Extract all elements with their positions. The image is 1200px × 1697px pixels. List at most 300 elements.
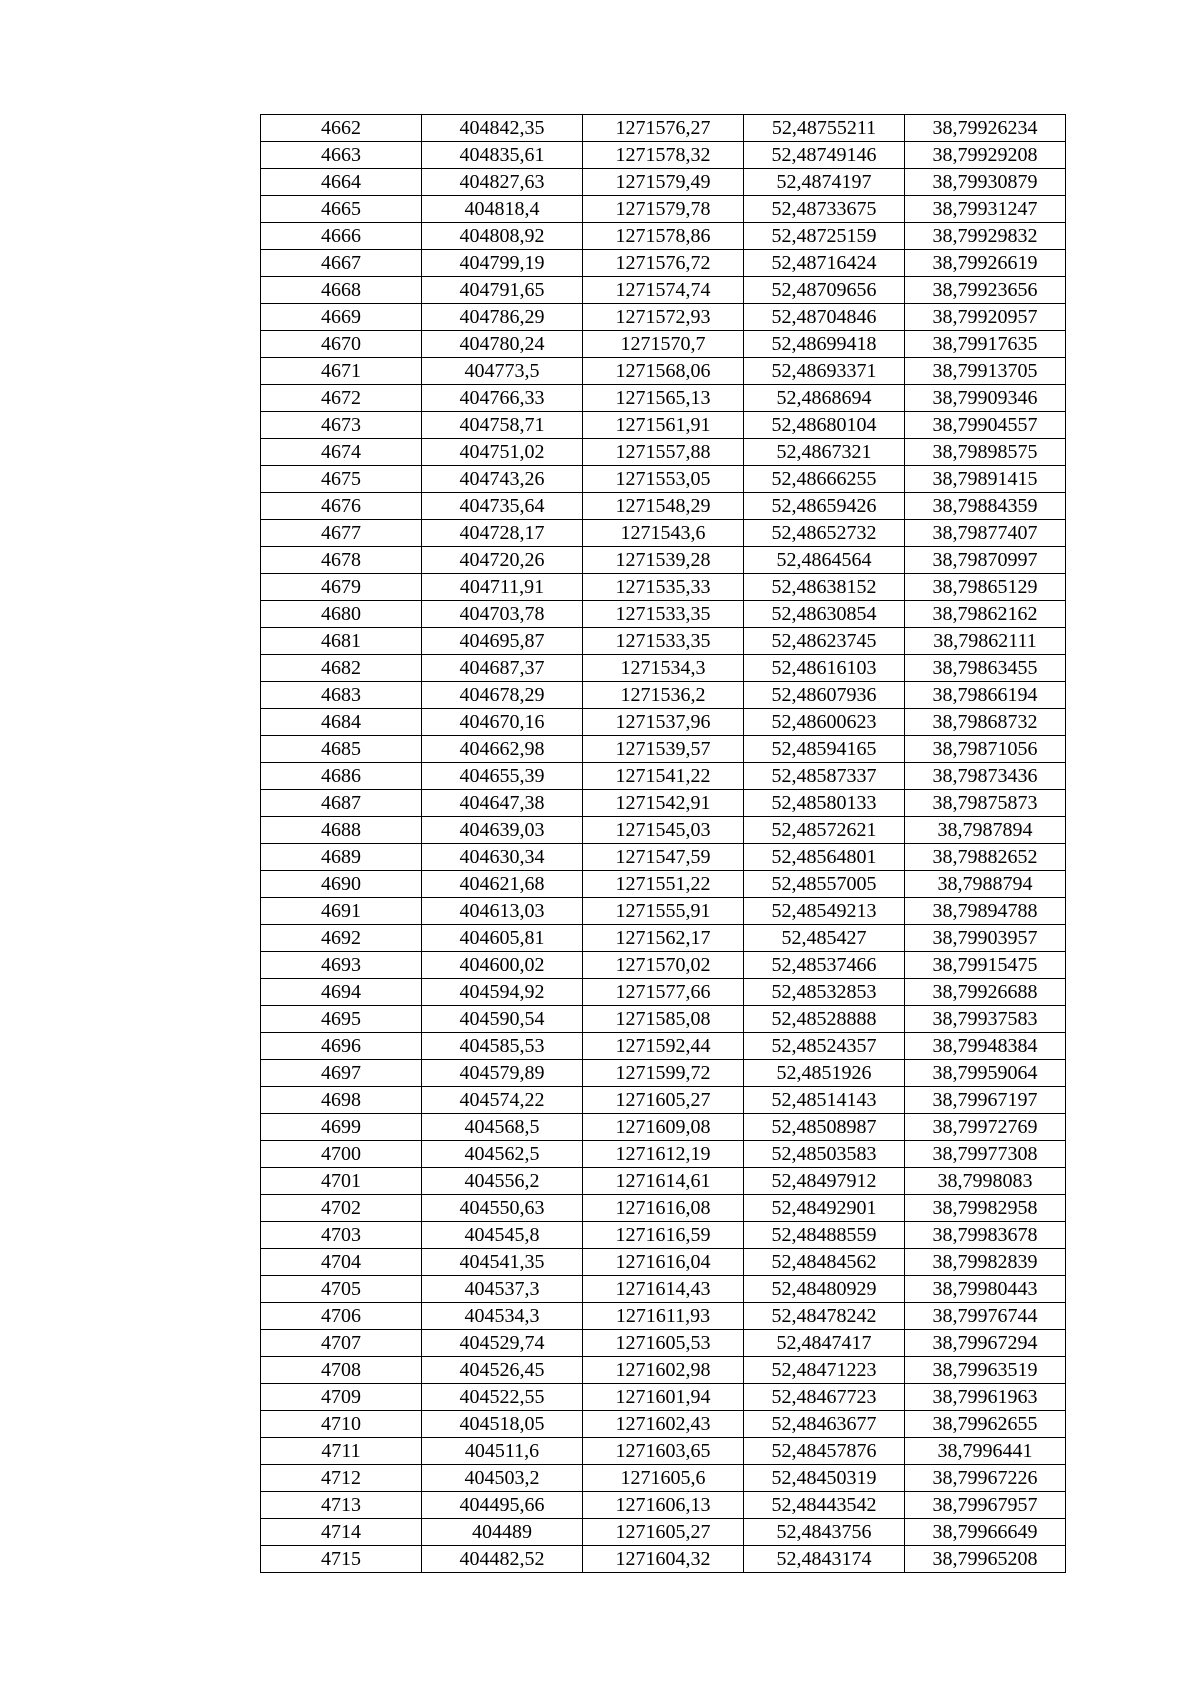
longitude-cell: 38,79926234 [905, 115, 1066, 142]
x-coordinate-cell: 404585,53 [422, 1033, 583, 1060]
table-row [261, 871, 1066, 898]
table-row [261, 358, 1066, 385]
table-row [261, 979, 1066, 1006]
y-coordinate-cell: 1271578,86 [583, 223, 744, 250]
y-coordinate-cell: 1271576,27 [583, 115, 744, 142]
table-row [261, 547, 1066, 574]
longitude-cell: 38,79898575 [905, 439, 1066, 466]
point-number-cell: 4677 [261, 520, 422, 547]
x-coordinate-cell: 404662,98 [422, 736, 583, 763]
x-coordinate-cell: 404639,03 [422, 817, 583, 844]
latitude-cell: 52,48471223 [744, 1357, 905, 1384]
longitude-cell: 38,79871056 [905, 736, 1066, 763]
y-coordinate-cell: 1271616,08 [583, 1195, 744, 1222]
latitude-cell: 52,48652732 [744, 520, 905, 547]
latitude-cell: 52,48557005 [744, 871, 905, 898]
y-coordinate-cell: 1271601,94 [583, 1384, 744, 1411]
y-coordinate-cell: 1271547,59 [583, 844, 744, 871]
latitude-cell: 52,4867321 [744, 439, 905, 466]
x-coordinate-cell: 404647,38 [422, 790, 583, 817]
longitude-cell: 38,79937583 [905, 1006, 1066, 1033]
latitude-cell: 52,48733675 [744, 196, 905, 223]
table-row [261, 1519, 1066, 1546]
latitude-cell: 52,48549213 [744, 898, 905, 925]
longitude-cell: 38,79963519 [905, 1357, 1066, 1384]
longitude-cell: 38,79980443 [905, 1276, 1066, 1303]
y-coordinate-cell: 1271537,96 [583, 709, 744, 736]
longitude-cell: 38,79983678 [905, 1222, 1066, 1249]
table-row [261, 1222, 1066, 1249]
longitude-cell: 38,79967957 [905, 1492, 1066, 1519]
y-coordinate-cell: 1271561,91 [583, 412, 744, 439]
point-number-cell: 4675 [261, 466, 422, 493]
longitude-cell: 38,79862162 [905, 601, 1066, 628]
point-number-cell: 4705 [261, 1276, 422, 1303]
longitude-cell: 38,79930879 [905, 169, 1066, 196]
point-number-cell: 4674 [261, 439, 422, 466]
x-coordinate-cell: 404556,2 [422, 1168, 583, 1195]
table-row [261, 277, 1066, 304]
y-coordinate-cell: 1271592,44 [583, 1033, 744, 1060]
y-coordinate-cell: 1271616,59 [583, 1222, 744, 1249]
latitude-cell: 52,48528888 [744, 1006, 905, 1033]
latitude-cell: 52,48450319 [744, 1465, 905, 1492]
point-number-cell: 4686 [261, 763, 422, 790]
longitude-cell: 38,79976744 [905, 1303, 1066, 1330]
y-coordinate-cell: 1271579,78 [583, 196, 744, 223]
point-number-cell: 4663 [261, 142, 422, 169]
x-coordinate-cell: 404574,22 [422, 1087, 583, 1114]
longitude-cell: 38,79891415 [905, 466, 1066, 493]
x-coordinate-cell: 404541,35 [422, 1249, 583, 1276]
table-row [261, 1006, 1066, 1033]
latitude-cell: 52,4874197 [744, 169, 905, 196]
x-coordinate-cell: 404703,78 [422, 601, 583, 628]
table-row [261, 196, 1066, 223]
table-row [261, 223, 1066, 250]
table-row [261, 142, 1066, 169]
latitude-cell: 52,4847417 [744, 1330, 905, 1357]
table-row [261, 601, 1066, 628]
longitude-cell: 38,79884359 [905, 493, 1066, 520]
table-row [261, 250, 1066, 277]
y-coordinate-cell: 1271539,28 [583, 547, 744, 574]
point-number-cell: 4668 [261, 277, 422, 304]
latitude-cell: 52,48564801 [744, 844, 905, 871]
latitude-cell: 52,48532853 [744, 979, 905, 1006]
latitude-cell: 52,4864564 [744, 547, 905, 574]
longitude-cell: 38,79965208 [905, 1546, 1066, 1573]
point-number-cell: 4706 [261, 1303, 422, 1330]
point-number-cell: 4695 [261, 1006, 422, 1033]
point-number-cell: 4711 [261, 1438, 422, 1465]
latitude-cell: 52,48587337 [744, 763, 905, 790]
table-row [261, 790, 1066, 817]
x-coordinate-cell: 404711,91 [422, 574, 583, 601]
y-coordinate-cell: 1271565,13 [583, 385, 744, 412]
x-coordinate-cell: 404568,5 [422, 1114, 583, 1141]
longitude-cell: 38,79972769 [905, 1114, 1066, 1141]
y-coordinate-cell: 1271605,27 [583, 1519, 744, 1546]
point-number-cell: 4693 [261, 952, 422, 979]
table-row [261, 1384, 1066, 1411]
longitude-cell: 38,79967197 [905, 1087, 1066, 1114]
longitude-cell: 38,7987894 [905, 817, 1066, 844]
point-number-cell: 4707 [261, 1330, 422, 1357]
table-row [261, 1195, 1066, 1222]
longitude-cell: 38,79917635 [905, 331, 1066, 358]
longitude-cell: 38,79967294 [905, 1330, 1066, 1357]
table-row [261, 304, 1066, 331]
point-number-cell: 4684 [261, 709, 422, 736]
point-number-cell: 4673 [261, 412, 422, 439]
table-row [261, 493, 1066, 520]
table-row [261, 331, 1066, 358]
table-row [261, 1141, 1066, 1168]
coordinates-table-body [261, 115, 1066, 1573]
y-coordinate-cell: 1271557,88 [583, 439, 744, 466]
table-row [261, 466, 1066, 493]
x-coordinate-cell: 404579,89 [422, 1060, 583, 1087]
table-row [261, 1033, 1066, 1060]
x-coordinate-cell: 404594,92 [422, 979, 583, 1006]
y-coordinate-cell: 1271605,53 [583, 1330, 744, 1357]
point-number-cell: 4708 [261, 1357, 422, 1384]
longitude-cell: 38,79982958 [905, 1195, 1066, 1222]
latitude-cell: 52,48467723 [744, 1384, 905, 1411]
point-number-cell: 4666 [261, 223, 422, 250]
x-coordinate-cell: 404758,71 [422, 412, 583, 439]
point-number-cell: 4678 [261, 547, 422, 574]
y-coordinate-cell: 1271605,27 [583, 1087, 744, 1114]
latitude-cell: 52,48524357 [744, 1033, 905, 1060]
x-coordinate-cell: 404522,55 [422, 1384, 583, 1411]
longitude-cell: 38,79875873 [905, 790, 1066, 817]
point-number-cell: 4690 [261, 871, 422, 898]
x-coordinate-cell: 404720,26 [422, 547, 583, 574]
longitude-cell: 38,79863455 [905, 655, 1066, 682]
longitude-cell: 38,79967226 [905, 1465, 1066, 1492]
latitude-cell: 52,48480929 [744, 1276, 905, 1303]
longitude-cell: 38,79882652 [905, 844, 1066, 871]
latitude-cell: 52,48594165 [744, 736, 905, 763]
table-row [261, 709, 1066, 736]
longitude-cell: 38,79915475 [905, 952, 1066, 979]
x-coordinate-cell: 404600,02 [422, 952, 583, 979]
latitude-cell: 52,48600623 [744, 709, 905, 736]
latitude-cell: 52,4843756 [744, 1519, 905, 1546]
longitude-cell: 38,79959064 [905, 1060, 1066, 1087]
longitude-cell: 38,79929832 [905, 223, 1066, 250]
table-row [261, 628, 1066, 655]
y-coordinate-cell: 1271616,04 [583, 1249, 744, 1276]
longitude-cell: 38,79977308 [905, 1141, 1066, 1168]
table-row [261, 1303, 1066, 1330]
y-coordinate-cell: 1271614,61 [583, 1168, 744, 1195]
x-coordinate-cell: 404751,02 [422, 439, 583, 466]
table-row [261, 925, 1066, 952]
latitude-cell: 52,48623745 [744, 628, 905, 655]
table-row [261, 412, 1066, 439]
y-coordinate-cell: 1271543,6 [583, 520, 744, 547]
x-coordinate-cell: 404655,39 [422, 763, 583, 790]
x-coordinate-cell: 404489 [422, 1519, 583, 1546]
x-coordinate-cell: 404518,05 [422, 1411, 583, 1438]
x-coordinate-cell: 404743,26 [422, 466, 583, 493]
point-number-cell: 4665 [261, 196, 422, 223]
point-number-cell: 4702 [261, 1195, 422, 1222]
point-number-cell: 4685 [261, 736, 422, 763]
x-coordinate-cell: 404766,33 [422, 385, 583, 412]
point-number-cell: 4681 [261, 628, 422, 655]
latitude-cell: 52,48755211 [744, 115, 905, 142]
longitude-cell: 38,79894788 [905, 898, 1066, 925]
table-row [261, 736, 1066, 763]
x-coordinate-cell: 404537,3 [422, 1276, 583, 1303]
point-number-cell: 4697 [261, 1060, 422, 1087]
point-number-cell: 4709 [261, 1384, 422, 1411]
x-coordinate-cell: 404799,19 [422, 250, 583, 277]
longitude-cell: 38,79929208 [905, 142, 1066, 169]
y-coordinate-cell: 1271602,43 [583, 1411, 744, 1438]
point-number-cell: 4694 [261, 979, 422, 1006]
x-coordinate-cell: 404562,5 [422, 1141, 583, 1168]
x-coordinate-cell: 404773,5 [422, 358, 583, 385]
latitude-cell: 52,48497912 [744, 1168, 905, 1195]
latitude-cell: 52,48704846 [744, 304, 905, 331]
table-row [261, 520, 1066, 547]
table-row [261, 1411, 1066, 1438]
point-number-cell: 4703 [261, 1222, 422, 1249]
latitude-cell: 52,48457876 [744, 1438, 905, 1465]
table-row [261, 1546, 1066, 1573]
y-coordinate-cell: 1271541,22 [583, 763, 744, 790]
table-row [261, 1330, 1066, 1357]
point-number-cell: 4672 [261, 385, 422, 412]
y-coordinate-cell: 1271545,03 [583, 817, 744, 844]
point-number-cell: 4696 [261, 1033, 422, 1060]
x-coordinate-cell: 404678,29 [422, 682, 583, 709]
longitude-cell: 38,79982839 [905, 1249, 1066, 1276]
y-coordinate-cell: 1271570,7 [583, 331, 744, 358]
longitude-cell: 38,79862111 [905, 628, 1066, 655]
point-number-cell: 4712 [261, 1465, 422, 1492]
x-coordinate-cell: 404687,37 [422, 655, 583, 682]
latitude-cell: 52,48716424 [744, 250, 905, 277]
x-coordinate-cell: 404835,61 [422, 142, 583, 169]
y-coordinate-cell: 1271553,05 [583, 466, 744, 493]
y-coordinate-cell: 1271548,29 [583, 493, 744, 520]
x-coordinate-cell: 404780,24 [422, 331, 583, 358]
x-coordinate-cell: 404534,3 [422, 1303, 583, 1330]
coordinates-table [260, 114, 1066, 1573]
point-number-cell: 4683 [261, 682, 422, 709]
y-coordinate-cell: 1271570,02 [583, 952, 744, 979]
x-coordinate-cell: 404791,65 [422, 277, 583, 304]
longitude-cell: 38,79923656 [905, 277, 1066, 304]
table-row [261, 1060, 1066, 1087]
latitude-cell: 52,48725159 [744, 223, 905, 250]
y-coordinate-cell: 1271609,08 [583, 1114, 744, 1141]
table-row [261, 763, 1066, 790]
longitude-cell: 38,79877407 [905, 520, 1066, 547]
point-number-cell: 4662 [261, 115, 422, 142]
y-coordinate-cell: 1271534,3 [583, 655, 744, 682]
longitude-cell: 38,79966649 [905, 1519, 1066, 1546]
table-row [261, 655, 1066, 682]
x-coordinate-cell: 404670,16 [422, 709, 583, 736]
table-row [261, 1168, 1066, 1195]
x-coordinate-cell: 404735,64 [422, 493, 583, 520]
y-coordinate-cell: 1271599,72 [583, 1060, 744, 1087]
x-coordinate-cell: 404526,45 [422, 1357, 583, 1384]
latitude-cell: 52,4868694 [744, 385, 905, 412]
latitude-cell: 52,48478242 [744, 1303, 905, 1330]
longitude-cell: 38,79873436 [905, 763, 1066, 790]
table-row [261, 1249, 1066, 1276]
latitude-cell: 52,48666255 [744, 466, 905, 493]
longitude-cell: 38,79903957 [905, 925, 1066, 952]
table-row [261, 1492, 1066, 1519]
latitude-cell: 52,48508987 [744, 1114, 905, 1141]
latitude-cell: 52,48630854 [744, 601, 905, 628]
y-coordinate-cell: 1271533,35 [583, 628, 744, 655]
point-number-cell: 4670 [261, 331, 422, 358]
longitude-cell: 38,79920957 [905, 304, 1066, 331]
longitude-cell: 38,79866194 [905, 682, 1066, 709]
point-number-cell: 4667 [261, 250, 422, 277]
x-coordinate-cell: 404590,54 [422, 1006, 583, 1033]
point-number-cell: 4680 [261, 601, 422, 628]
longitude-cell: 38,79926688 [905, 979, 1066, 1006]
point-number-cell: 4701 [261, 1168, 422, 1195]
x-coordinate-cell: 404482,52 [422, 1546, 583, 1573]
point-number-cell: 4664 [261, 169, 422, 196]
y-coordinate-cell: 1271577,66 [583, 979, 744, 1006]
y-coordinate-cell: 1271535,33 [583, 574, 744, 601]
latitude-cell: 52,48699418 [744, 331, 905, 358]
point-number-cell: 4687 [261, 790, 422, 817]
table-row [261, 1438, 1066, 1465]
point-number-cell: 4698 [261, 1087, 422, 1114]
point-number-cell: 4704 [261, 1249, 422, 1276]
longitude-cell: 38,7996441 [905, 1438, 1066, 1465]
longitude-cell: 38,79962655 [905, 1411, 1066, 1438]
table-row [261, 1276, 1066, 1303]
y-coordinate-cell: 1271612,19 [583, 1141, 744, 1168]
latitude-cell: 52,48488559 [744, 1222, 905, 1249]
y-coordinate-cell: 1271533,35 [583, 601, 744, 628]
point-number-cell: 4691 [261, 898, 422, 925]
latitude-cell: 52,4843174 [744, 1546, 905, 1573]
y-coordinate-cell: 1271572,93 [583, 304, 744, 331]
x-coordinate-cell: 404495,66 [422, 1492, 583, 1519]
latitude-cell: 52,485427 [744, 925, 905, 952]
latitude-cell: 52,48607936 [744, 682, 905, 709]
point-number-cell: 4679 [261, 574, 422, 601]
latitude-cell: 52,48693371 [744, 358, 905, 385]
y-coordinate-cell: 1271579,49 [583, 169, 744, 196]
latitude-cell: 52,48638152 [744, 574, 905, 601]
point-number-cell: 4700 [261, 1141, 422, 1168]
latitude-cell: 52,48616103 [744, 655, 905, 682]
longitude-cell: 38,79931247 [905, 196, 1066, 223]
table-row [261, 682, 1066, 709]
x-coordinate-cell: 404605,81 [422, 925, 583, 952]
table-row [261, 574, 1066, 601]
y-coordinate-cell: 1271542,91 [583, 790, 744, 817]
x-coordinate-cell: 404827,63 [422, 169, 583, 196]
point-number-cell: 4682 [261, 655, 422, 682]
longitude-cell: 38,79913705 [905, 358, 1066, 385]
x-coordinate-cell: 404786,29 [422, 304, 583, 331]
y-coordinate-cell: 1271603,65 [583, 1438, 744, 1465]
point-number-cell: 4688 [261, 817, 422, 844]
y-coordinate-cell: 1271606,13 [583, 1492, 744, 1519]
y-coordinate-cell: 1271574,74 [583, 277, 744, 304]
table-row [261, 844, 1066, 871]
latitude-cell: 52,48484562 [744, 1249, 905, 1276]
latitude-cell: 52,48503583 [744, 1141, 905, 1168]
latitude-cell: 52,48680104 [744, 412, 905, 439]
longitude-cell: 38,7998083 [905, 1168, 1066, 1195]
y-coordinate-cell: 1271605,6 [583, 1465, 744, 1492]
table-row [261, 1114, 1066, 1141]
latitude-cell: 52,4851926 [744, 1060, 905, 1087]
point-number-cell: 4669 [261, 304, 422, 331]
point-number-cell: 4676 [261, 493, 422, 520]
table-row [261, 169, 1066, 196]
point-number-cell: 4714 [261, 1519, 422, 1546]
latitude-cell: 52,48709656 [744, 277, 905, 304]
table-row [261, 1465, 1066, 1492]
table-row [261, 439, 1066, 466]
latitude-cell: 52,48659426 [744, 493, 905, 520]
x-coordinate-cell: 404808,92 [422, 223, 583, 250]
latitude-cell: 52,48580133 [744, 790, 905, 817]
x-coordinate-cell: 404545,8 [422, 1222, 583, 1249]
latitude-cell: 52,48463677 [744, 1411, 905, 1438]
point-number-cell: 4692 [261, 925, 422, 952]
y-coordinate-cell: 1271539,57 [583, 736, 744, 763]
y-coordinate-cell: 1271576,72 [583, 250, 744, 277]
x-coordinate-cell: 404529,74 [422, 1330, 583, 1357]
y-coordinate-cell: 1271611,93 [583, 1303, 744, 1330]
y-coordinate-cell: 1271578,32 [583, 142, 744, 169]
y-coordinate-cell: 1271555,91 [583, 898, 744, 925]
point-number-cell: 4699 [261, 1114, 422, 1141]
latitude-cell: 52,48537466 [744, 952, 905, 979]
x-coordinate-cell: 404728,17 [422, 520, 583, 547]
longitude-cell: 38,79865129 [905, 574, 1066, 601]
table-row [261, 817, 1066, 844]
point-number-cell: 4671 [261, 358, 422, 385]
point-number-cell: 4710 [261, 1411, 422, 1438]
point-number-cell: 4713 [261, 1492, 422, 1519]
y-coordinate-cell: 1271614,43 [583, 1276, 744, 1303]
table-row [261, 1087, 1066, 1114]
longitude-cell: 38,79961963 [905, 1384, 1066, 1411]
x-coordinate-cell: 404613,03 [422, 898, 583, 925]
longitude-cell: 38,79909346 [905, 385, 1066, 412]
y-coordinate-cell: 1271585,08 [583, 1006, 744, 1033]
x-coordinate-cell: 404630,34 [422, 844, 583, 871]
x-coordinate-cell: 404503,2 [422, 1465, 583, 1492]
point-number-cell: 4715 [261, 1546, 422, 1573]
longitude-cell: 38,79926619 [905, 250, 1066, 277]
longitude-cell: 38,79948384 [905, 1033, 1066, 1060]
x-coordinate-cell: 404550,63 [422, 1195, 583, 1222]
